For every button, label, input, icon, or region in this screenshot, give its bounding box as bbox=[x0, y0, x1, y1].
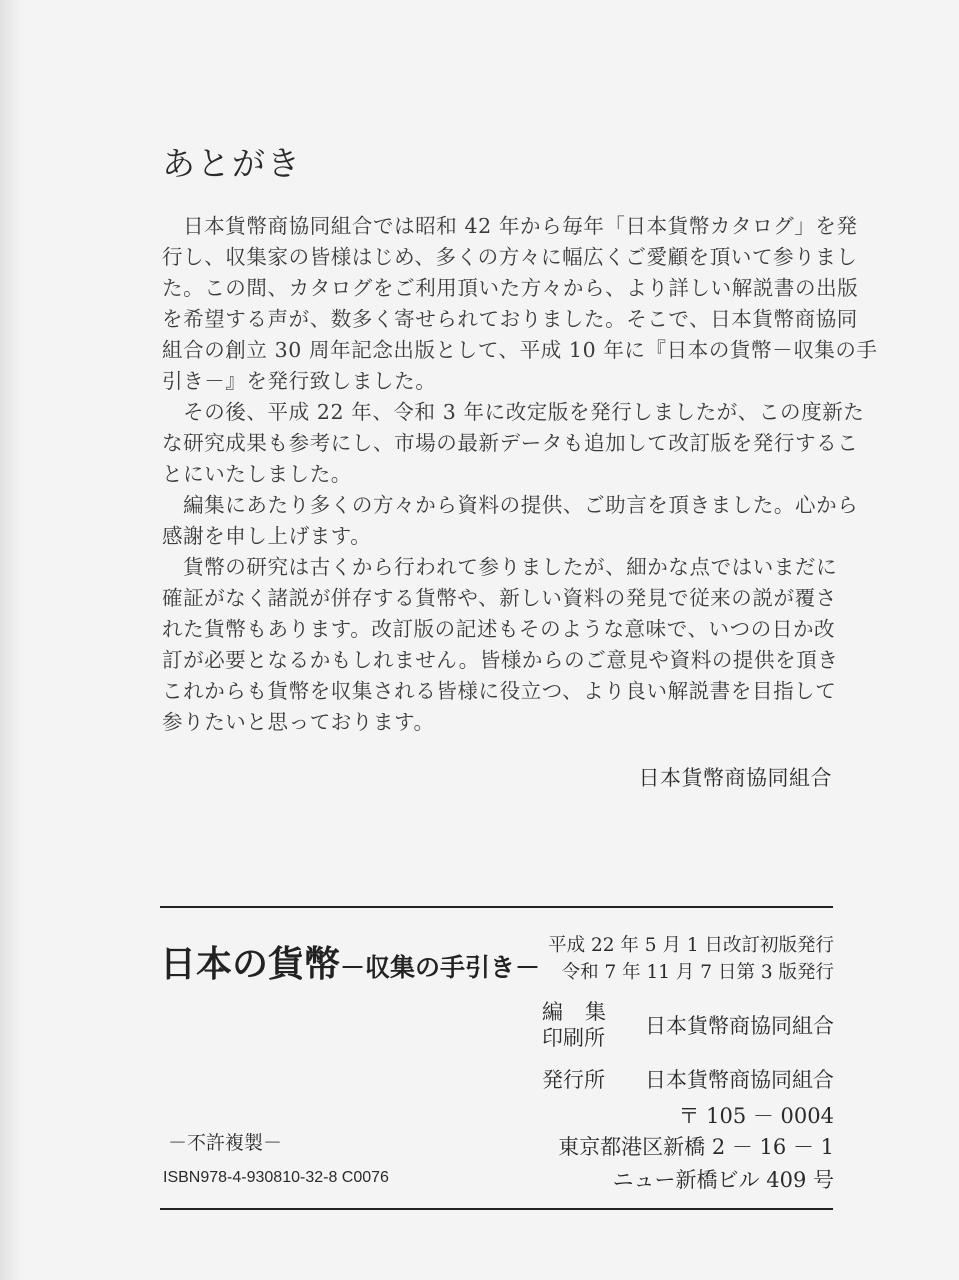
body-line: 訂が必要となるかもしれません。皆様からのご意見や資料の提供を頂き bbox=[162, 648, 839, 672]
body-line: 編集にあたり多くの方々から資料の提供、ご助言を頂きました。心から bbox=[162, 493, 859, 517]
body-line: 確証がなく諸説が併存する貨幣や、新しい資料の発見で従来の説が覆さ bbox=[162, 586, 837, 610]
body-line: れた貨幣もあります。改訂版の記述もそのような意味で、いつの日か改 bbox=[162, 617, 836, 641]
colophon-top-rule bbox=[160, 906, 833, 908]
body-line: を希望する声が、数多く寄せられておりました。そこで、日本貨幣商協同 bbox=[162, 307, 858, 331]
body-line: これからも貨幣を収集される皆様に役立つ、より良い解説書を目指して bbox=[162, 679, 837, 703]
body-line: その後、平成 22 年、令和 3 年に改定版を発行しましたが、この度新た bbox=[162, 400, 865, 424]
address-building: ニュー新橋ビル 409 号 bbox=[612, 1168, 834, 1192]
body-line: 日本貨幣商協同組合では昭和 42 年から毎年「日本貨幣カタログ」を発 bbox=[162, 214, 858, 238]
afterword-signature: 日本貨幣商協同組合 bbox=[638, 766, 832, 790]
body-line: とにいたしました。 bbox=[162, 462, 352, 486]
colophon-bottom-rule bbox=[160, 1208, 833, 1210]
editor-label: 編集 bbox=[542, 1000, 628, 1024]
book-title bbox=[160, 936, 540, 987]
book-title-subtitle: －収集の手引き－ bbox=[340, 953, 541, 982]
postal-code: 〒 105 － 0004 bbox=[678, 1104, 834, 1128]
editor-printer-name: 日本貨幣商協同組合 bbox=[645, 1014, 834, 1038]
publisher-label: 発行所 bbox=[542, 1068, 605, 1092]
publisher-name: 日本貨幣商協同組合 bbox=[645, 1068, 834, 1092]
afterword-heading: あとがき bbox=[162, 144, 302, 183]
afterword-body bbox=[162, 211, 878, 738]
isbn-code: ISBN978-4-930810-32-8 C0076 bbox=[163, 1169, 389, 1186]
body-line: 行し、収集家の皆様はじめ、多くの方々に幅広くご愛顧を頂いて参りまし bbox=[162, 245, 858, 269]
printer-label: 印刷所 bbox=[542, 1026, 605, 1050]
book-title-main: 日本の貨幣 bbox=[160, 944, 341, 985]
body-line: な研究成果も参考にし、市場の最新データも追加して改訂版を発行するこ bbox=[162, 431, 859, 455]
body-line: 組合の創立 30 周年記念出版として、平成 10 年に『日本の貨幣－収集の手 bbox=[162, 338, 878, 362]
third-edition-date: 令和 7 年 11 月 7 日第 3 版発行 bbox=[561, 962, 834, 983]
body-line: 感謝を申し上げます。 bbox=[162, 524, 372, 548]
no-reproduction-notice: －不許複製－ bbox=[168, 1132, 283, 1154]
first-edition-date: 平成 22 年 5 月 1 日改訂初版発行 bbox=[548, 935, 834, 956]
body-line: 引き－』を発行致しました。 bbox=[162, 369, 437, 393]
body-line: 参りたいと思っております。 bbox=[162, 710, 435, 734]
body-line: 貨幣の研究は古くから行われて参りましたが、細かな点ではいまだに bbox=[162, 555, 838, 579]
address-street: 東京都港区新橋 2 － 16 － 1 bbox=[558, 1135, 834, 1159]
body-line: た。この間、カタログをご利用頂いた方々から、より詳しい解説書の出版 bbox=[162, 276, 859, 300]
page-edge-shadow bbox=[0, 0, 22, 1280]
